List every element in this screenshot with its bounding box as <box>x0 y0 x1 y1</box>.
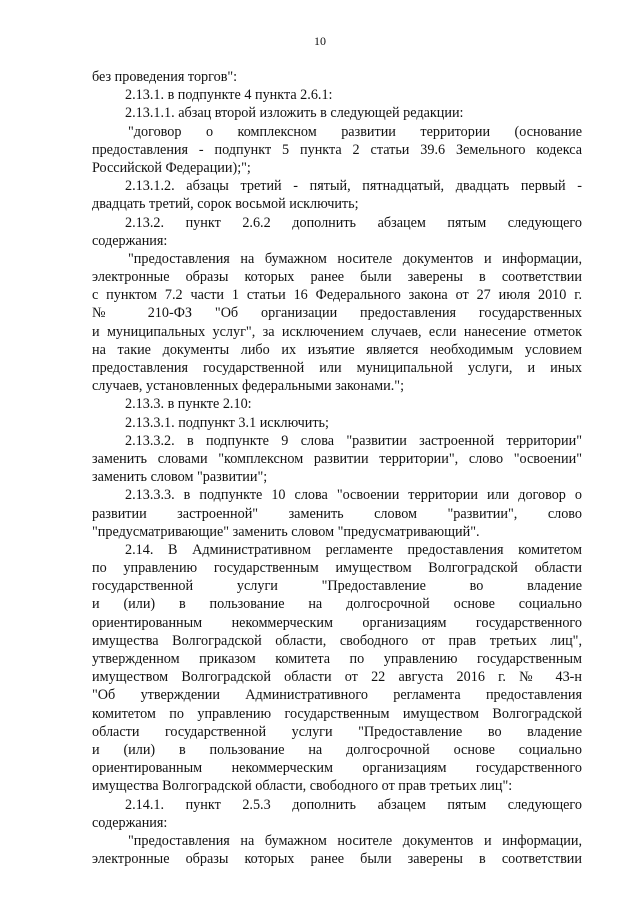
text-line: заменить словами "комплексном развитии территории", слово "освоении" <box>92 450 582 467</box>
text-line: государственной услуги "Предоставление во владение <box>92 578 582 595</box>
page-number: 10 <box>314 34 326 48</box>
text-line: 2.14. В Административном регламенте предоставления комитетом <box>125 541 582 558</box>
text-line: имущества Волгоградской области, свободного от прав третьих лиц", <box>92 632 582 649</box>
text-line: развитии застроенной" заменить словом "развитии", слово <box>92 505 582 522</box>
text-line: 2.13.3.2. в подпункте 9 слова "развитии застроенной территории" <box>125 432 582 449</box>
text-line: "Об утверждении Административного регламента предоставления <box>92 687 582 704</box>
text-line: содержания: <box>92 232 168 249</box>
text-line: ориентированным некоммерческим организациям государственного <box>92 614 582 631</box>
text-line: 2.13.3. в пункте 2.10: <box>125 396 252 413</box>
text-line: имущества Волгоградской области, свободного от прав третьих лиц": <box>92 778 513 795</box>
text-line: и (или) в пользование на долгосрочной основе социально <box>92 741 582 758</box>
text-line: Российской Федерации);"; <box>92 159 251 176</box>
text-line: 2.13.3.1. подпункт 3.1 исключить; <box>125 414 329 431</box>
text-line: случаев, установленных федеральными законами."; <box>92 378 405 395</box>
text-line: имуществом Волгоградской области от 22 августа 2016 г. № 43-н <box>92 669 582 686</box>
text-line: предоставления - подпункт 5 пункта 2 статьи 39.6 Земельного кодекса <box>92 141 582 158</box>
text-line: по управлению государственным имуществом Волгоградской области <box>92 560 582 577</box>
text-line: содержания: <box>92 814 168 831</box>
text-line: 2.13.1.2. абзацы третий - пятый, пятнадцатый, двадцать первый - <box>125 178 582 195</box>
text-line: № 210-ФЗ "Об организации предоставления государственных <box>92 305 582 322</box>
text-line: утвержденном приказом комитета по управлению государственным <box>92 651 582 667</box>
text-line: электронные образы которых ранее были заверены в соответствии <box>92 269 582 286</box>
text-line: "предоставления на бумажном носителе документов и информации, <box>128 832 582 849</box>
text-line: 2.13.1. в подпункте 4 пункта 2.6.1: <box>125 87 333 104</box>
text-line: без проведения торгов": <box>92 69 238 85</box>
text-line: и муниципальных услуг", за исключением случаев, если нанесение отметок <box>92 323 582 340</box>
text-line: двадцать третий, сорок восьмой исключить; <box>92 196 359 213</box>
text-line: 2.13.2. пункт 2.6.2 дополнить абзацем пятым следующего <box>125 214 582 231</box>
text-line: заменить словом "развитии"; <box>92 469 268 486</box>
text-line: на такие документы либо их изъятие является необходимым условием <box>92 341 582 358</box>
text-line: 2.14.1. пункт 2.5.3 дополнить абзацем пятым следующего <box>125 796 582 813</box>
text-line: с пунктом 7.2 части 1 статьи 16 Федерального закона от 27 июля 2010 г. <box>92 287 582 304</box>
text-line: "договор о комплексном развитии территории (основание <box>128 123 582 140</box>
text-line: 2.13.3.3. в подпункте 10 слова "освоении территории или договор о <box>125 487 582 504</box>
text-line: области государственной услуги "Предоставление во владение <box>92 723 582 740</box>
text-line: комитетом по управлению государственным имуществом Волгоградской <box>92 705 582 722</box>
document-body <box>92 68 582 868</box>
text-line: электронные образы которых ранее были заверены в соответствии <box>92 851 582 868</box>
text-line: 2.13.1.1. абзац второй изложить в следующей редакции: <box>125 105 464 122</box>
text-line: "предоставления на бумажном носителе документов и информации, <box>128 250 582 267</box>
text-line: ориентированным некоммерческим организациям государственного <box>92 760 582 777</box>
text-line: и (или) в пользование на долгосрочной основе социально <box>92 596 582 613</box>
text-line: "предусматривающие" заменить словом "предусматривающий". <box>92 523 480 540</box>
text-line: предоставления государственной или муниципальной услуги, и иных <box>92 360 582 376</box>
